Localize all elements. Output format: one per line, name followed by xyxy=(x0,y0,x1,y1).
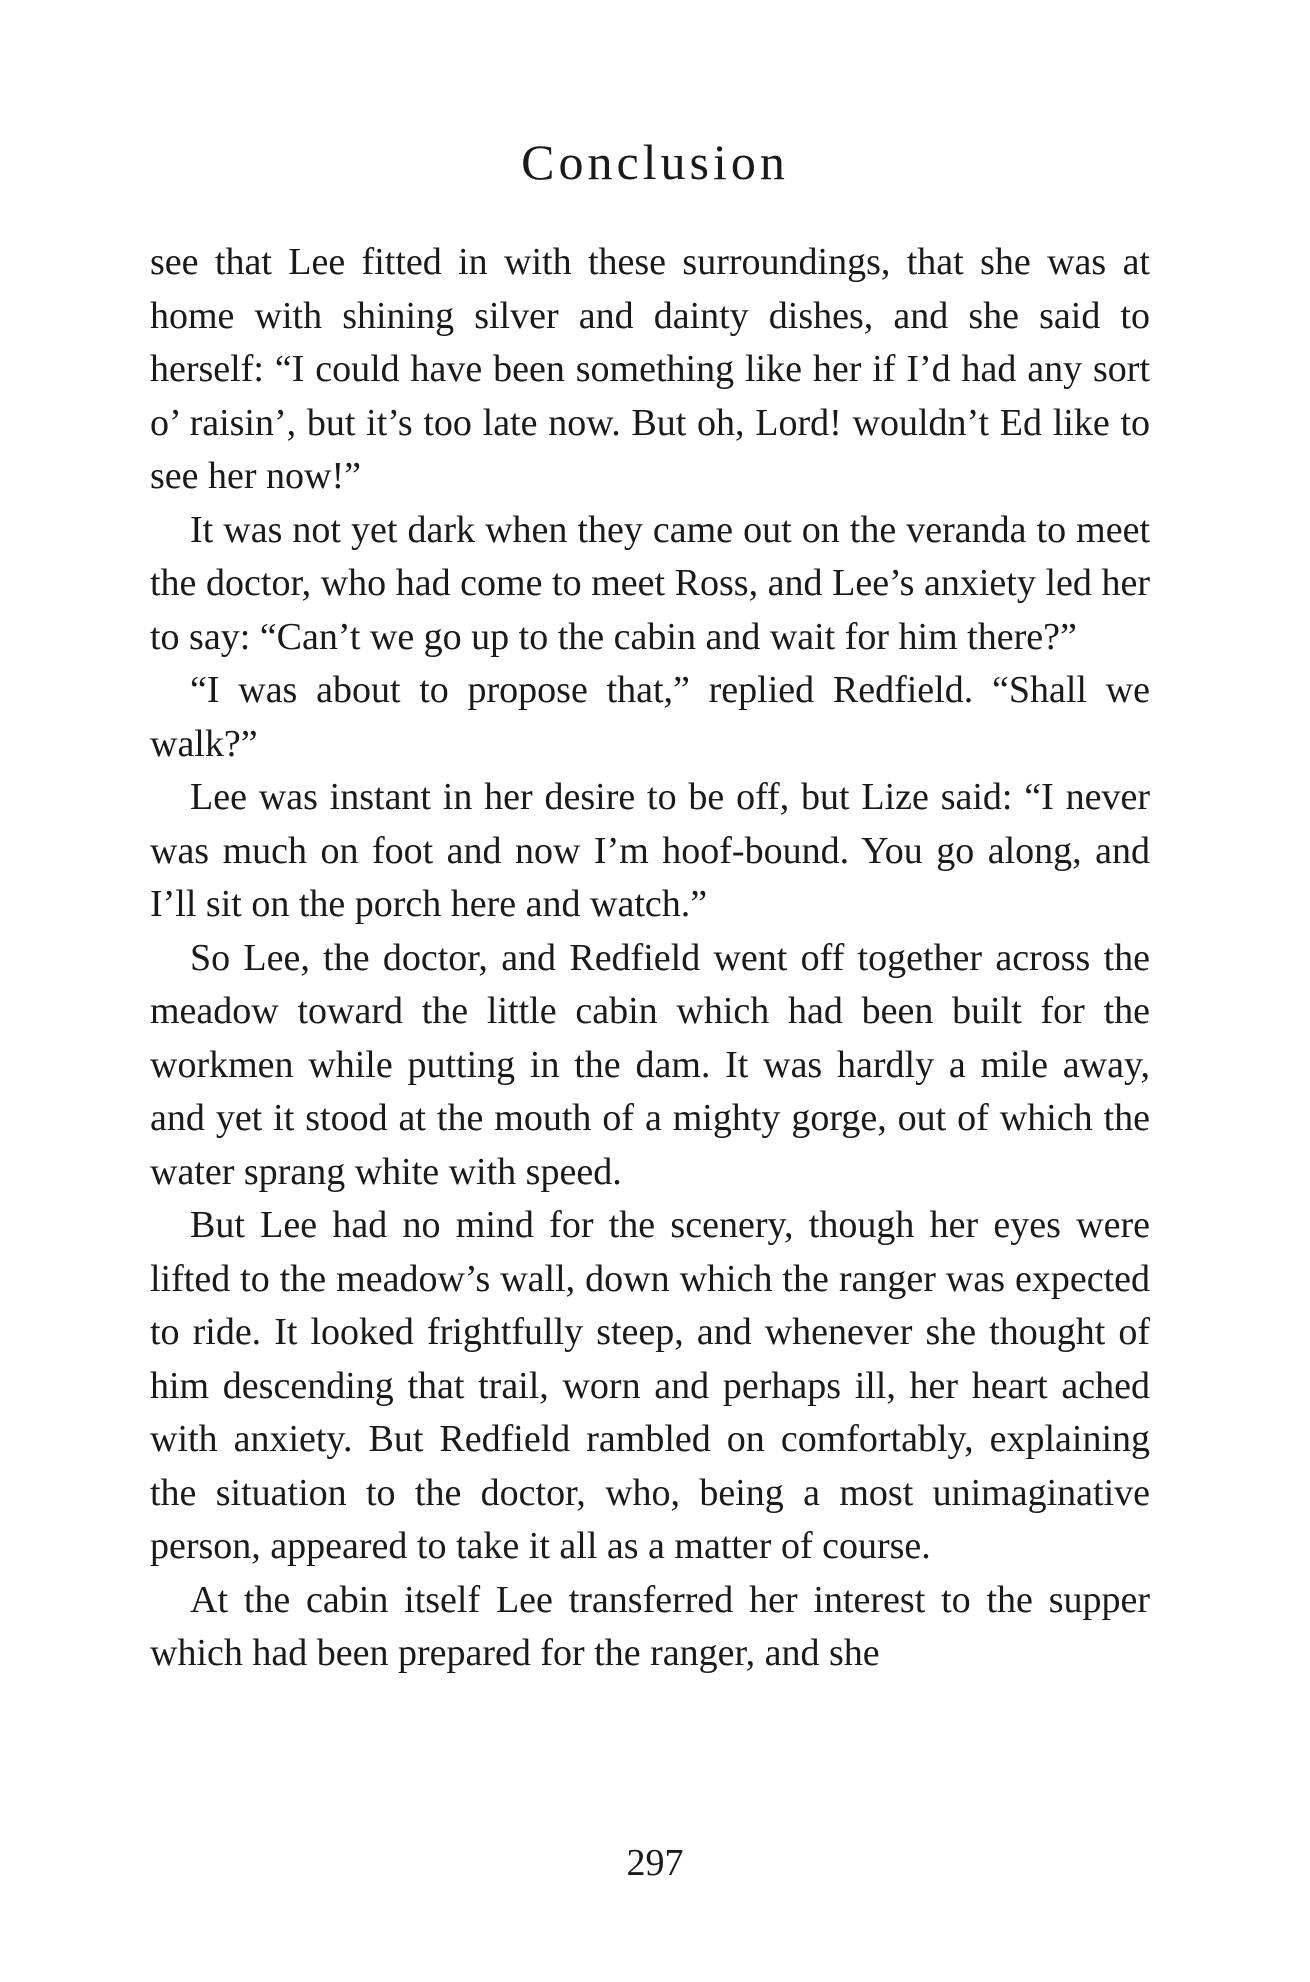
paragraph: It was not yet dark when they came out on the veranda to meet the doctor, who had come to meet Ross, and Lee’s anxiety led her to say: “Can’t we go up to the cabin and wait for him there?” xyxy=(150,508,1150,658)
page-number: 297 xyxy=(626,1842,684,1884)
paragraph-continued: see that Lee fitted in with these surroundings, that she was at home with shining silver and dainty dishes, and she said to herself: “I could have been something like her if I’d had any sort o’ raisin’, but it’s too late now. But oh, Lord! wouldn’t Ed like to see her now!” xyxy=(150,241,1150,497)
paragraph: “I was about to propose that,” replied Redfield. “Shall we walk?” xyxy=(150,669,1150,765)
body-text xyxy=(150,236,1150,1681)
paragraph: At the cabin itself Lee transferred her interest to the supper which had been prepared for the ranger, and she xyxy=(150,1578,1150,1674)
running-title: Conclusion xyxy=(521,134,789,190)
paragraph: So Lee, the doctor, and Redfield went off together across the meadow toward the little cabin which had been built for the workmen while putting in the dam. It was hardly a mile away, and yet it stood at the mouth of a mighty gorge, out of which the water sprang white with speed. xyxy=(150,936,1150,1193)
paragraph: Lee was instant in her desire to be off, but Lize said: “I never was much on foot and now I’m hoof-bound. You go along, and I’ll sit on the porch here and watch.” xyxy=(150,776,1150,925)
paragraph: But Lee had no mind for the scenery, though her eyes were lifted to the meadow’s wall, down which the ranger was expected to ride. It looked frightfully steep, and whenever she thought of him descending that trail, worn and perhaps ill, her heart ached with anxiety. But Redfield rambled on comfortably, explaining the situation to the doctor, who, being a most unimaginative person, appeared to take it all as a matter of course. xyxy=(150,1204,1150,1567)
